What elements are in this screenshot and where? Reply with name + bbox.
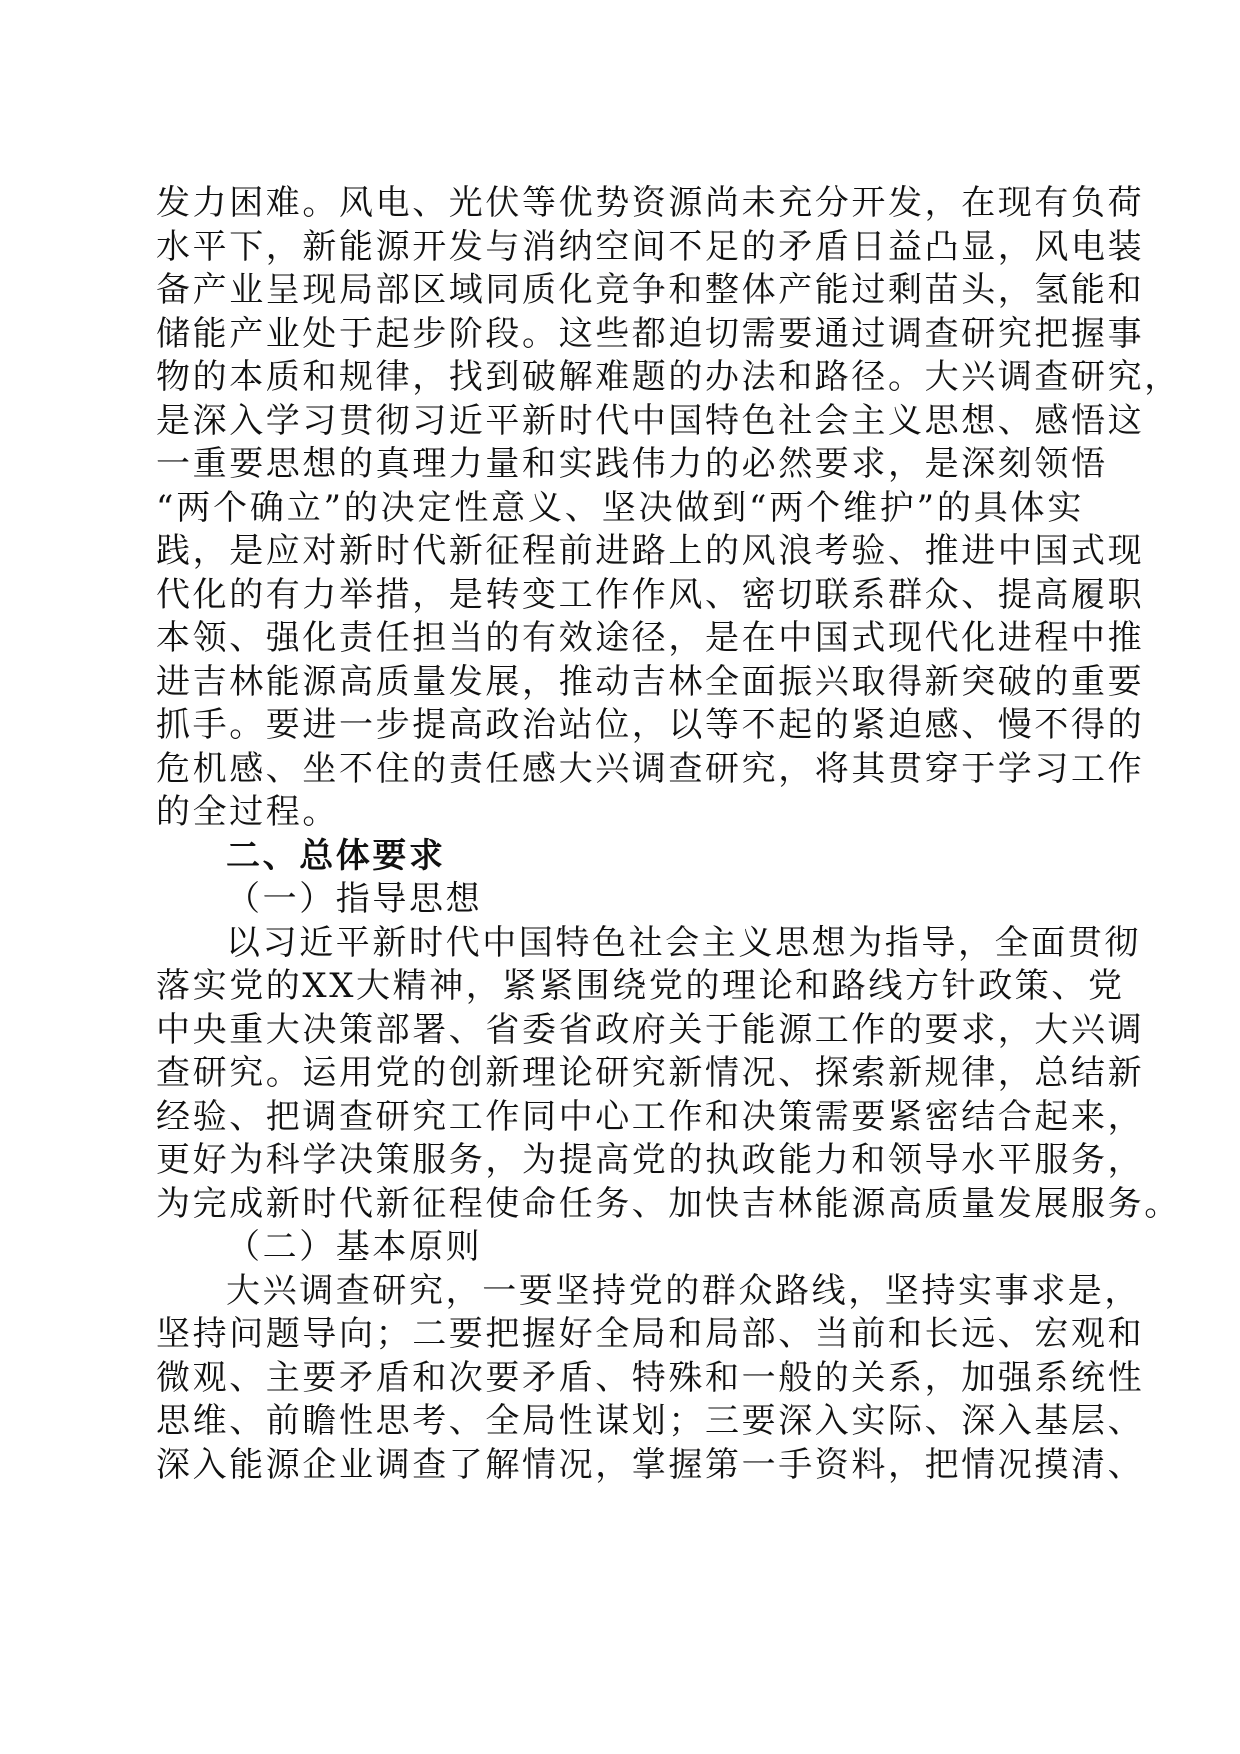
body-line: 进吉林能源高质量发展，推动吉林全面振兴取得新突破的重要 — [156, 661, 1145, 702]
body-line: 本领、强化责任担当的有效途径，是在中国式现代化进程中推 — [156, 618, 1145, 658]
body-line: 代化的有力举措，是转变工作作风、密切联系群众、提高履职 — [156, 574, 1145, 615]
body-line: 坚持问题导向；二要把握好全局和局部、当前和长远、宏观和 — [156, 1314, 1145, 1354]
paragraph-first-line: 大兴调查研究，一要坚持党的群众路线，坚持实事求是， — [226, 1270, 1141, 1311]
body-line: 更好为科学决策服务，为提高党的执政能力和领导水平服务， — [156, 1140, 1145, 1180]
paragraph-first-line: 以习近平新时代中国特色社会主义思想为指导，全面贯彻 — [226, 922, 1141, 963]
body-line: 备产业呈现局部区域同质化竞争和整体产能过剩苗头，氢能和 — [156, 270, 1145, 310]
body-line: 思维、前瞻性思考、全局性谋划；三要深入实际、深入基层、 — [156, 1401, 1145, 1441]
document-body — [156, 182, 1181, 1487]
body-line: 危机感、坐不住的责任感大兴调查研究，将其贯穿于学习工作 — [156, 748, 1145, 789]
body-line: 落实党的XX大精神，紧紧围绕党的理论和路线方针政策、党 — [156, 966, 1125, 1006]
body-line: 发力困难。风电、光伏等优势资源尚未充分开发，在现有负荷 — [156, 183, 1145, 223]
body-line: 经验、把调查研究工作同中心工作和决策需要紧密结合起来， — [156, 1096, 1145, 1137]
body-line: 一重要思想的真理力量和实践伟力的必然要求，是深刻领悟 — [156, 444, 1108, 484]
section-heading: 二、总体要求 — [226, 835, 446, 876]
body-line: 物的本质和规律，找到破解难题的办法和路径。大兴调查研究， — [156, 357, 1181, 397]
body-line: 为完成新时代新征程使命任务、加快吉林能源高质量发展服务。 — [156, 1183, 1181, 1224]
body-line: 抓手。要进一步提高政治站位，以等不起的紧迫感、慢不得的 — [156, 705, 1145, 745]
body-line: 是深入学习贯彻习近平新时代中国特色社会主义思想、感悟这 — [156, 400, 1145, 441]
body-line: 微观、主要矛盾和次要矛盾、特殊和一般的关系，加强系统性 — [156, 1357, 1145, 1398]
subsection-heading: （一）指导思想 — [226, 879, 483, 919]
subsection-heading: （二）基本原则 — [226, 1227, 483, 1267]
body-line: 水平下，新能源开发与消纳空间不足的矛盾日益凸显，风电装 — [156, 226, 1145, 267]
body-line: 储能产业处于起步阶段。这些都迫切需要通过调查研究把握事 — [156, 313, 1145, 354]
body-line: “两个确立”的决定性意义、坚决做到“两个维护”的具体实 — [156, 487, 1084, 528]
body-line: 践，是应对新时代新征程前进路上的风浪考验、推进中国式现 — [156, 531, 1145, 571]
body-line: 深入能源企业调查了解情况，掌握第一手资料，把情况摸清、 — [156, 1444, 1145, 1485]
body-line: 查研究。运用党的创新理论研究新情况、探索新规律，总结新 — [156, 1053, 1145, 1093]
body-line: 的全过程。 — [156, 792, 339, 832]
body-line: 中央重大决策部署、省委省政府关于能源工作的要求，大兴调 — [156, 1009, 1145, 1050]
